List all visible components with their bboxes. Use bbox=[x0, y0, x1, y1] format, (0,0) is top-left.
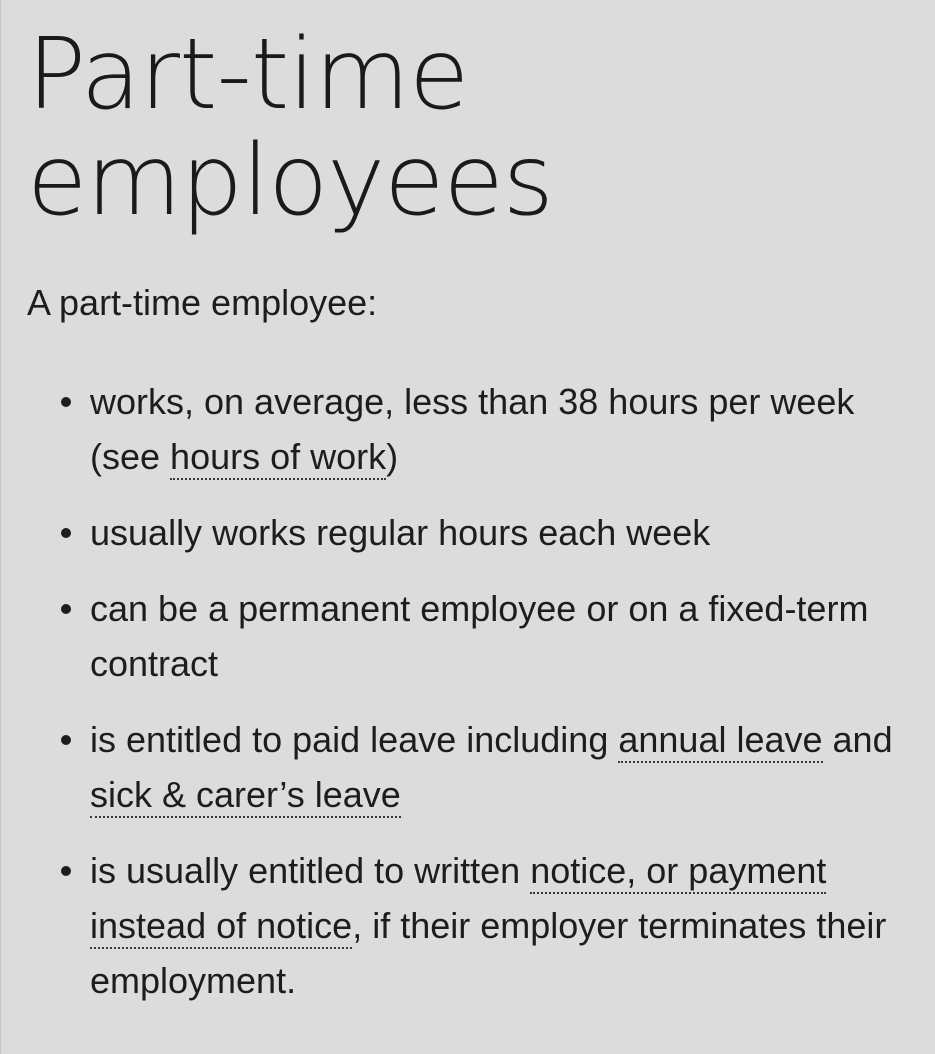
hours-of-work-link[interactable]: hours of work bbox=[170, 436, 386, 480]
page-title-line-2: employees bbox=[27, 124, 553, 238]
list-item-text: can be a permanent employee or on a fixed-term contract bbox=[90, 588, 869, 684]
list-item-regular-hours bbox=[27, 505, 907, 560]
content-page bbox=[27, 18, 907, 1029]
notice-payment-link[interactable]: notice, or payment instead of notice bbox=[90, 850, 826, 949]
list-item-text: is entitled to paid leave including bbox=[90, 719, 619, 760]
intro-text: A part-time employee: bbox=[27, 282, 378, 323]
sick-carers-leave-link[interactable]: sick & carer’s leave bbox=[90, 774, 401, 818]
list-item-text: and bbox=[822, 719, 893, 760]
list-item-text: works, on average, less than 38 hours per week (see bbox=[90, 381, 855, 477]
list-item-hours bbox=[27, 374, 907, 484]
list-item-text: , if their employer terminates their employment. bbox=[90, 905, 887, 1001]
list-item-text: is usually entitled to written bbox=[90, 850, 531, 891]
list-item-contract bbox=[27, 581, 907, 691]
annual-leave-link[interactable]: annual leave bbox=[618, 719, 822, 763]
list-item-leave bbox=[27, 712, 907, 822]
list-item-notice bbox=[27, 843, 907, 1008]
page-title bbox=[27, 18, 907, 238]
page-title-line-1: Part-time bbox=[27, 18, 469, 132]
list-item-text: usually works regular hours each week bbox=[90, 512, 711, 553]
list-item-text: ) bbox=[386, 436, 399, 477]
bullet-list bbox=[27, 374, 907, 1008]
